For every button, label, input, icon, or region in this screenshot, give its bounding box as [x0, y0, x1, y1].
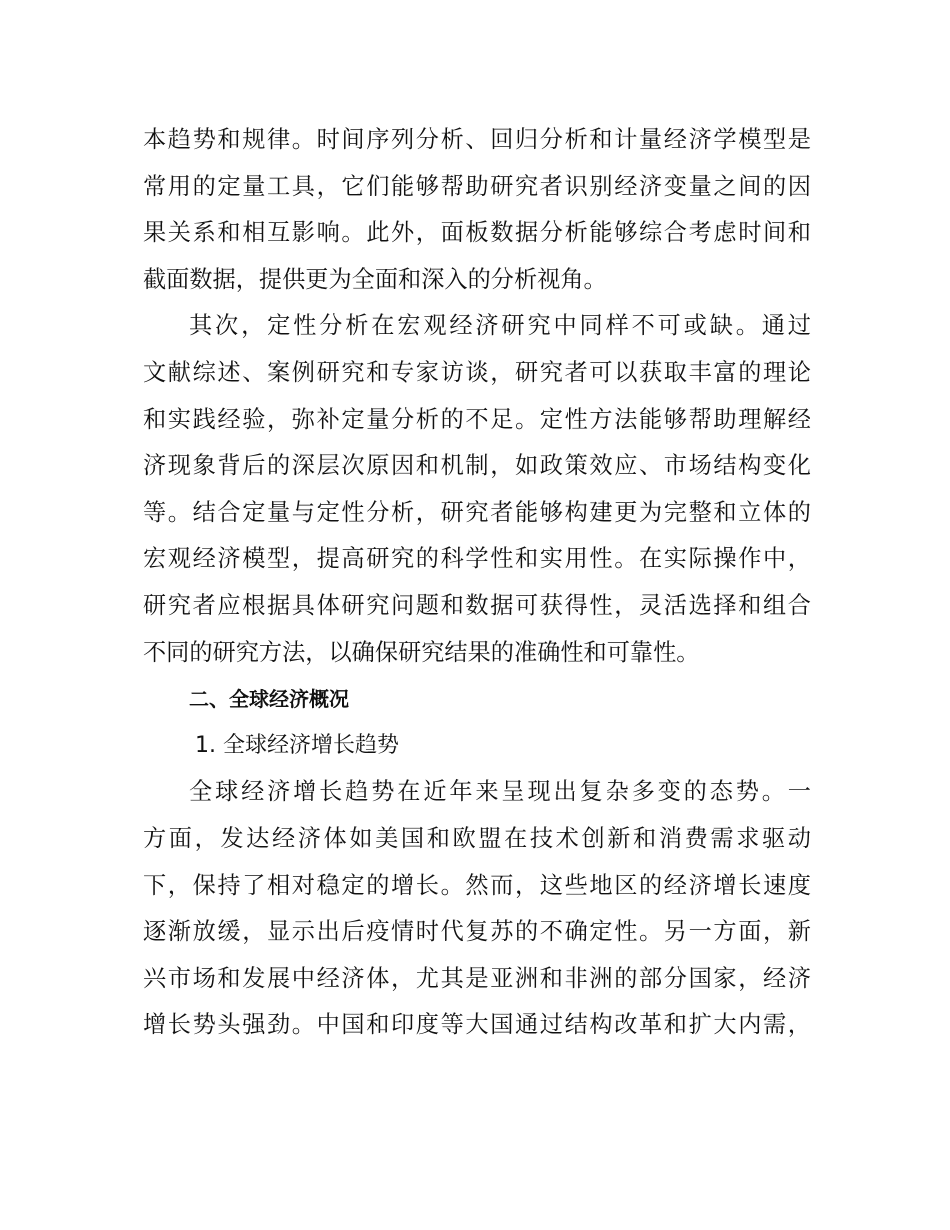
text-line: 截面数据，提供更为全面和深入的分析视角。 [143, 265, 607, 293]
text-line: 宏观经济模型，提高研究的科学性和实用性。在实际操作中， [143, 545, 811, 573]
subsection-heading: 1. 全球经济增长趋势 [195, 732, 399, 758]
paragraph-2 [143, 303, 811, 676]
text-line: 兴市场和发展中经济体，尤其是亚洲和非洲的部分国家，经济 [143, 964, 811, 992]
text-line: 其次，定性分析在宏观经济研究中同样不可或缺。通过 [189, 312, 811, 340]
text-line: 下，保持了相对稳定的增长。然而，这些地区的经济增长速度 [143, 871, 811, 899]
text-line: 等。结合定量与定性分析，研究者能够构建更为完整和立体的 [143, 498, 811, 526]
text-line: 方面，发达经济体如美国和欧盟在技术创新和消费需求驱动 [143, 824, 811, 852]
text-line: 逐渐放缓，显示出后疫情时代复苏的不确定性。另一方面，新 [143, 918, 811, 946]
text-line: 不同的研究方法，以确保研究结果的准确性和可靠性。 [143, 638, 700, 666]
document-body [143, 117, 811, 1049]
text-line: 本趋势和规律。时间序列分析、回归分析和计量经济学模型是 [143, 126, 811, 153]
text-line: 增长势头强劲。中国和印度等大国通过结构改革和扩大内需， [143, 1011, 811, 1039]
text-line: 和实践经验，弥补定量分析的不足。定性方法能够帮助理解经 [143, 405, 811, 433]
text-line: 济现象背后的深层次原因和机制，如政策效应、市场结构变化 [143, 452, 811, 480]
paragraph-1 [143, 117, 811, 303]
text-line: 研究者应根据具体研究问题和数据可获得性，灵活选择和组合 [143, 591, 811, 619]
section-heading: 二、全球经济概况 [189, 687, 349, 712]
text-line: 全球经济增长趋势在近年来呈现出复杂多变的态势。一 [189, 778, 811, 806]
text-line: 常用的定量工具，它们能够帮助研究者识别经济变量之间的因 [143, 172, 811, 200]
text-line: 文献综述、案例研究和专家访谈，研究者可以获取丰富的理论 [143, 358, 811, 386]
text-line: 果关系和相互影响。此外，面板数据分析能够综合考虑时间和 [143, 219, 811, 247]
paragraph-3 [143, 769, 811, 1049]
